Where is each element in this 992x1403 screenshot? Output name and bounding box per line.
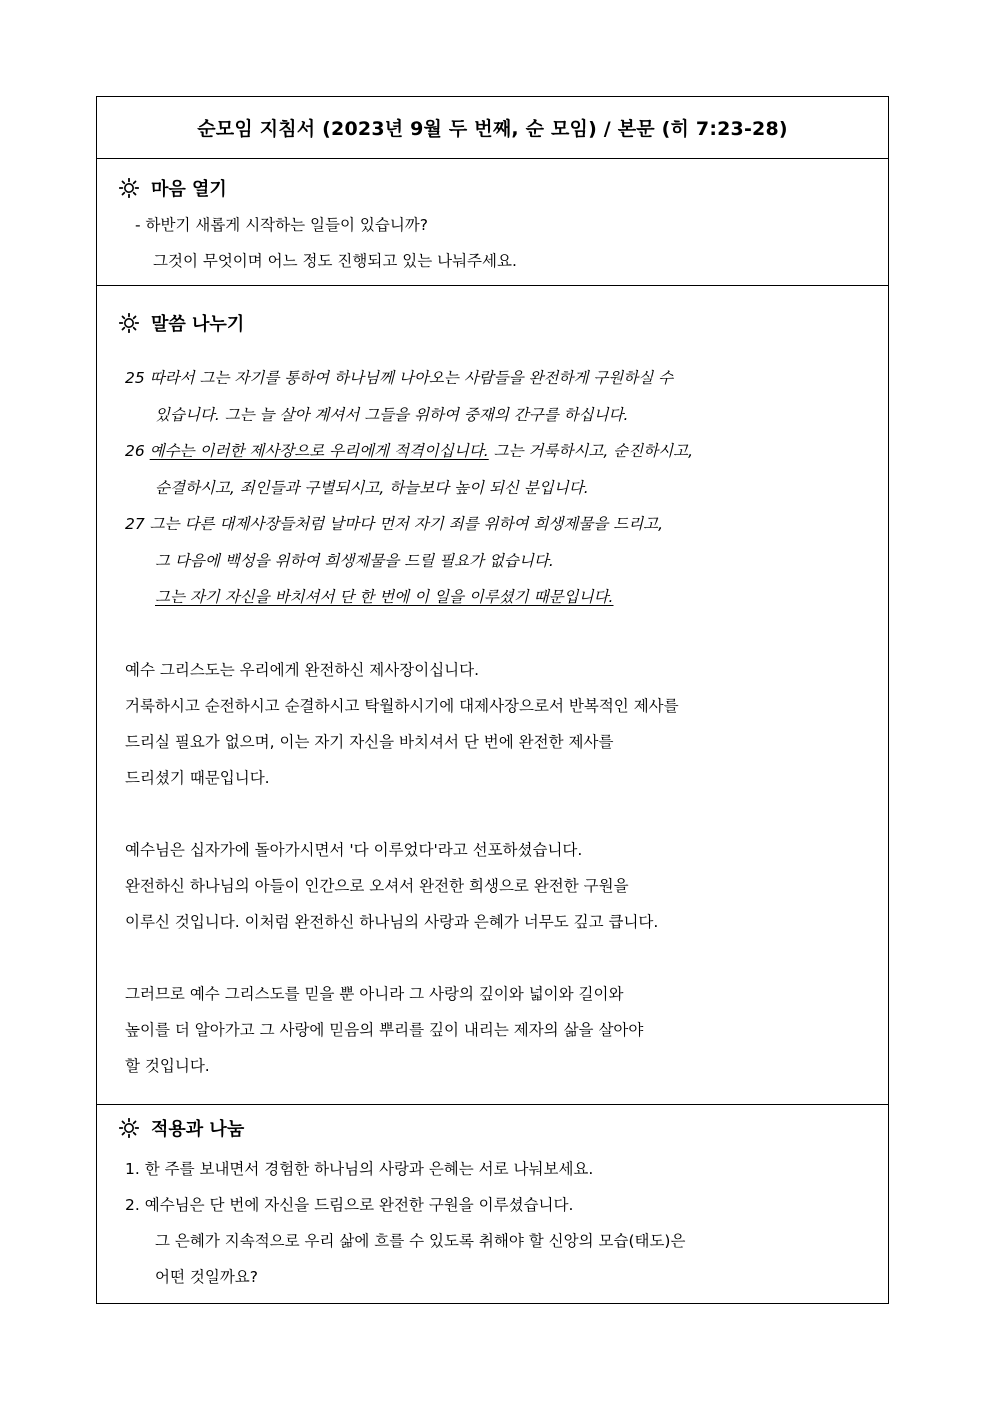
paragraph-line: 완전하신 하나님의 아들이 인간으로 오셔서 완전한 희생으로 완전한 구원을 <box>125 876 629 895</box>
paragraph-line: 할 것입니다. <box>125 1056 210 1075</box>
opening-line: 그것이 무엇이며 어느 정도 진행되고 있는 나눠주세요. <box>153 252 517 270</box>
verse-26-underlined: 예수는 이러한 제사장으로 우리에게 적격이십니다. <box>149 442 489 460</box>
verse-27-line-3: 그는 자기 자신을 바치셔서 단 한 번에 이 일을 이루셨기 때문입니다. <box>155 588 614 606</box>
opening-heading: 마음 열기 <box>151 179 227 200</box>
paragraph-line: 드리셨기 때문입니다. <box>125 768 270 787</box>
verse-number: 26 <box>125 442 150 460</box>
verse-25-line-1: 25 따라서 그는 자기를 통하여 하나님께 나아오는 사람들을 완전하게 구원하실 수 <box>125 369 674 387</box>
sun-icon <box>119 313 139 333</box>
guide-sheet <box>96 96 889 1304</box>
verse-26-line-1 <box>125 433 878 470</box>
page-title: 순모임 지침서 (2023년 9월 두 번째, 순 모임) / 본문 (히 7:23-28) <box>197 118 788 140</box>
paragraph-line: 높이를 더 알아가고 그 사랑에 믿음의 뿌리를 깊이 내리는 제자의 삶을 살아야 <box>125 1020 644 1039</box>
section-heading <box>119 1115 878 1141</box>
sun-icon <box>119 178 139 198</box>
verse-27-line-3-wrap <box>125 579 878 616</box>
verse-26-rest: 그는 거룩하시고, 순진하시고, <box>488 442 694 460</box>
paragraph-line: 이루신 것입니다. 이처럼 완전하신 하나님의 사랑과 은혜가 너무도 깊고 큽니다. <box>125 912 659 931</box>
verse-27-line-2: 그 다음에 백성을 위하여 희생제물을 드릴 필요가 없습니다. <box>155 551 554 570</box>
section-heading <box>119 310 878 336</box>
question-1: 1. 한 주를 보내면서 경험한 하나님의 사랑과 은혜는 서로 나눠보세요. <box>125 1160 594 1178</box>
verse-25-line-2: 있습니다. 그는 늘 살아 계셔서 그들을 위하여 중재의 간구를 하십니다. <box>155 405 629 424</box>
scripture-verses <box>119 360 878 616</box>
section-heading <box>119 175 878 201</box>
sun-icon <box>119 1118 139 1138</box>
paragraph-line: 거룩하시고 순전하시고 순결하시고 탁월하시기에 대제사장으로서 반복적인 제사를 <box>125 696 679 715</box>
reflection-paragraph <box>119 652 878 796</box>
question-2-line-3: 어떤 것일까요? <box>155 1268 258 1286</box>
verse-26-line-2: 순결하시고, 죄인들과 구별되시고, 하늘보다 높이 되신 분입니다. <box>155 478 589 497</box>
reflection-paragraph <box>119 976 878 1084</box>
reflection-paragraph <box>119 832 878 940</box>
question-2-line-2: 그 은혜가 지속적으로 우리 삶에 흐를 수 있도록 취해야 할 신앙의 모습(태도)은 <box>155 1232 686 1250</box>
paragraph-line: 드리실 필요가 없으며, 이는 자기 자신을 바치셔서 단 번에 완전한 제사를 <box>125 732 614 751</box>
question-list <box>119 1151 878 1295</box>
section-word <box>97 286 888 1105</box>
section-opening <box>97 159 888 286</box>
section-apply <box>97 1105 888 1303</box>
opening-line: - 하반기 새롭게 시작하는 일들이 있습니까? <box>135 216 428 234</box>
paragraph-line: 예수님은 십자가에 돌아가시면서 '다 이루었다'라고 선포하셨습니다. <box>125 840 583 859</box>
title-row <box>97 97 888 159</box>
apply-heading: 적용과 나눔 <box>151 1119 245 1140</box>
verse-27-line-1: 27 그는 다른 대제사장들처럼 날마다 먼저 자기 죄를 위하여 희생제물을 드리고, <box>125 515 664 533</box>
paragraph-line: 그러므로 예수 그리스도를 믿을 뿐 아니라 그 사랑의 깊이와 넓이와 길이와 <box>125 984 624 1003</box>
question-2-line-1: 2. 예수님은 단 번에 자신을 드림으로 완전한 구원을 이루셨습니다. <box>125 1196 574 1214</box>
paragraph-line: 예수 그리스도는 우리에게 완전하신 제사장이십니다. <box>125 660 480 679</box>
word-heading: 말씀 나누기 <box>151 314 245 335</box>
